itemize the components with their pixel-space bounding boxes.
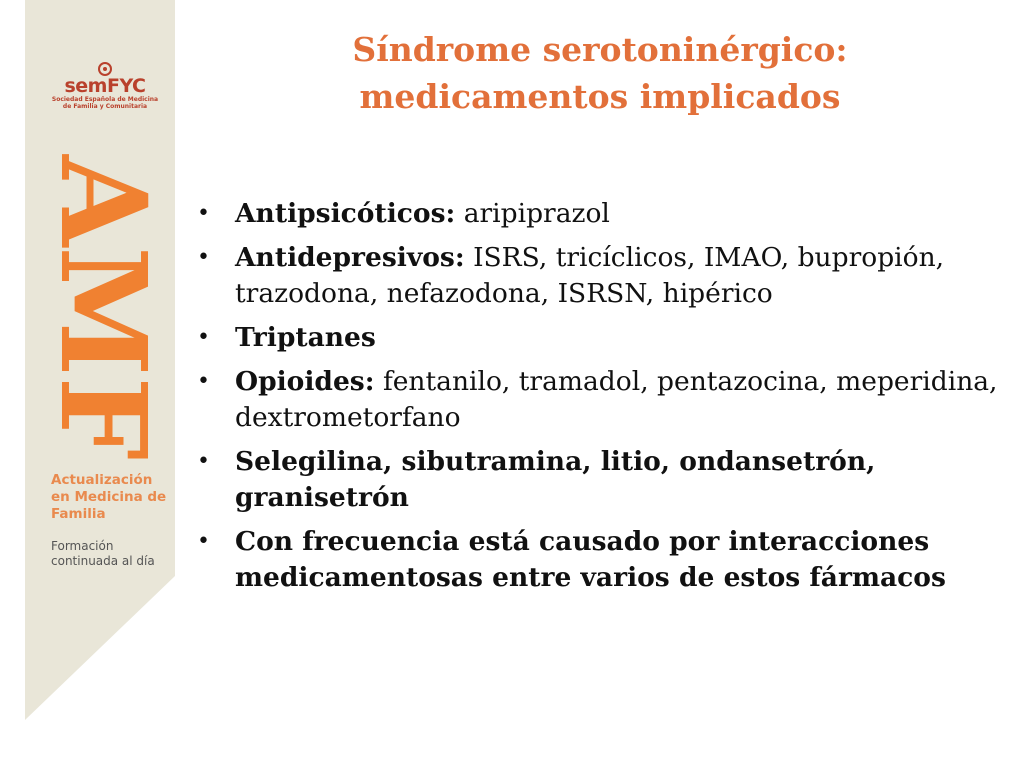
logo-name-fyc: FYC: [106, 75, 146, 97]
bullet-bold: Selegilina, sibutramina, litio, ondansetrón, granisetrón: [235, 446, 876, 513]
bullet-dot: •: [197, 369, 210, 394]
semfyc-emblem-icon: [94, 62, 116, 76]
logo-subtitle-1: Sociedad Española de Medicina: [51, 96, 159, 103]
amf-logo-text: AMF: [34, 155, 173, 461]
bullet-text: aripiprazol: [455, 198, 610, 229]
bullet-item: [195, 240, 1010, 312]
bullet-item: [195, 444, 1010, 516]
logo-name-sem: sem: [64, 75, 107, 97]
bullet-bold: Con frecuencia está causado por interacciones medicamentosas entre varios de estos fármacos: [235, 526, 946, 593]
bullet-dot: •: [197, 449, 210, 474]
bullet-text: fentanilo, tramadol, pentazocina, meperidina, dextrometorfano: [235, 366, 998, 433]
sidebar-caption-title: Actualización en Medicina de Familia: [51, 472, 167, 522]
bullet-dot: •: [197, 529, 210, 554]
bullet-bold: Triptanes: [235, 322, 376, 353]
bullet-dot: •: [197, 325, 210, 350]
bullet-bold: Antidepresivos:: [235, 242, 465, 273]
semfyc-logo: [50, 62, 160, 124]
bullet-bold: Antipsicóticos:: [235, 198, 456, 229]
bullet-bold: Opioides:: [235, 366, 375, 397]
bullet-item: [195, 524, 1010, 596]
logo-subtitle-2: de Familia y Comunitaria: [62, 103, 148, 110]
bullet-dot: •: [197, 201, 210, 226]
amf-vertical-logo: [34, 150, 173, 465]
sidebar-caption-subtitle: Formación continuada al día: [51, 539, 155, 568]
logo-name: [50, 76, 160, 96]
bullet-list: [195, 196, 1010, 604]
bullet-text: ISRS, tricíclicos, IMAO, bupropión, trazodona, nefazodona, ISRSN, hipérico: [235, 242, 945, 309]
bullet-item: [195, 320, 1010, 356]
bullet-item: [195, 364, 1010, 436]
bullet-item: [195, 196, 1010, 232]
bullet-dot: •: [197, 245, 210, 270]
slide-title-line-2: medicamentos implicados: [359, 77, 841, 116]
slide-title-line-1: Síndrome serotoninérgico:: [352, 30, 848, 69]
slide-title: [290, 26, 910, 120]
